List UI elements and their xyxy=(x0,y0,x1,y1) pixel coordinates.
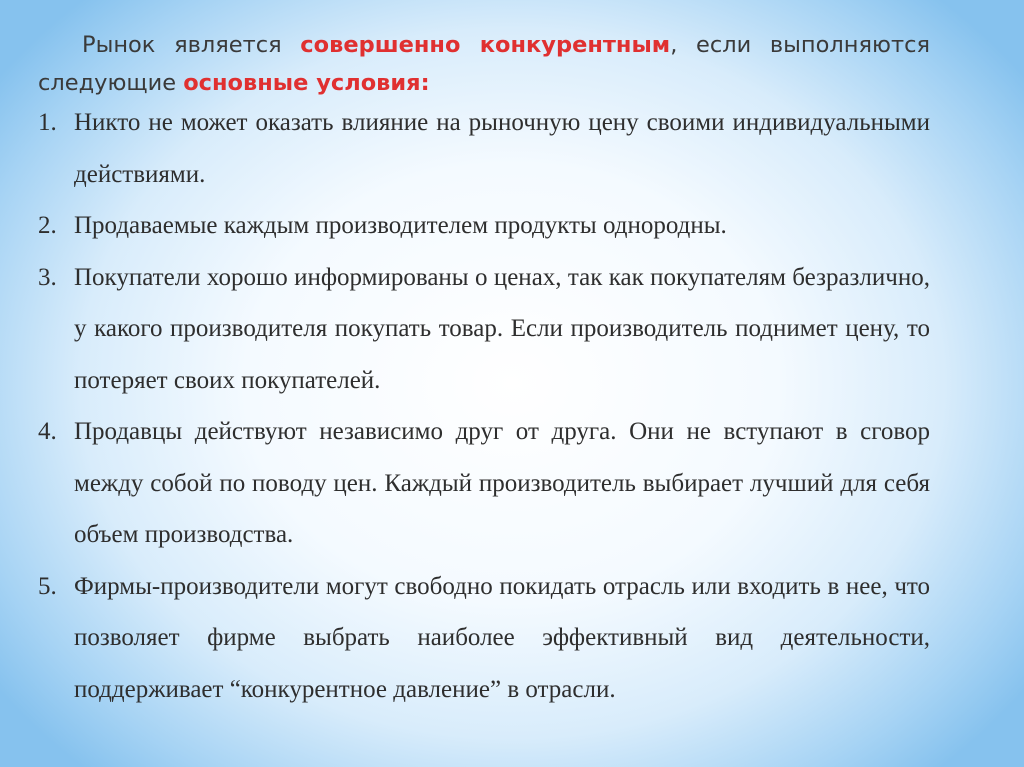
list-item-number: 5. xyxy=(38,572,57,600)
list-item xyxy=(38,561,930,716)
list-item xyxy=(38,406,930,561)
intro-text-1: Рынок является xyxy=(82,32,301,58)
list-item-number: 1. xyxy=(38,109,57,136)
intro-highlight-conditions: основные условия xyxy=(183,70,421,96)
list-item-number: 2. xyxy=(38,212,57,239)
intro-text-2: , если выполняются следующие xyxy=(38,32,930,96)
list-item-number: 4. xyxy=(38,418,57,445)
list-item-number: 3. xyxy=(38,263,57,291)
list-item xyxy=(38,97,930,200)
list-item xyxy=(38,252,930,407)
list-item-text: Покупатели хорошо информированы о ценах, так как покупателям безразлично, у какого производителя покупать товар. Если производитель поднимет цену, то потеряет своих покупателей. xyxy=(74,263,930,394)
list-item-text: Продаваемые каждым производителем продукты однородны. xyxy=(74,212,727,239)
intro-highlight-competitive: совершенно конкурентным xyxy=(300,32,671,58)
conditions-list xyxy=(38,97,930,715)
list-item-text: Продавцы действуют независимо друг от друга. Они не вступают в сговор между собой по поводу цен. Каждый производитель выбирает лучший для себя объем производства. xyxy=(74,418,930,548)
list-item xyxy=(38,200,930,252)
intro-paragraph xyxy=(38,26,930,102)
list-item-text: Никто не может оказать влияние на рыночную цену своими индивидуальными действиями. xyxy=(74,109,930,188)
intro-colon: : xyxy=(420,70,430,96)
list-item-text: Фирмы-производители могут свободно покидать отрасль или входить в нее, что позволяет фирме выбрать наиболее эффективный вид деятельности, поддерживает “конкурентное давление” в отрасли. xyxy=(74,572,930,703)
